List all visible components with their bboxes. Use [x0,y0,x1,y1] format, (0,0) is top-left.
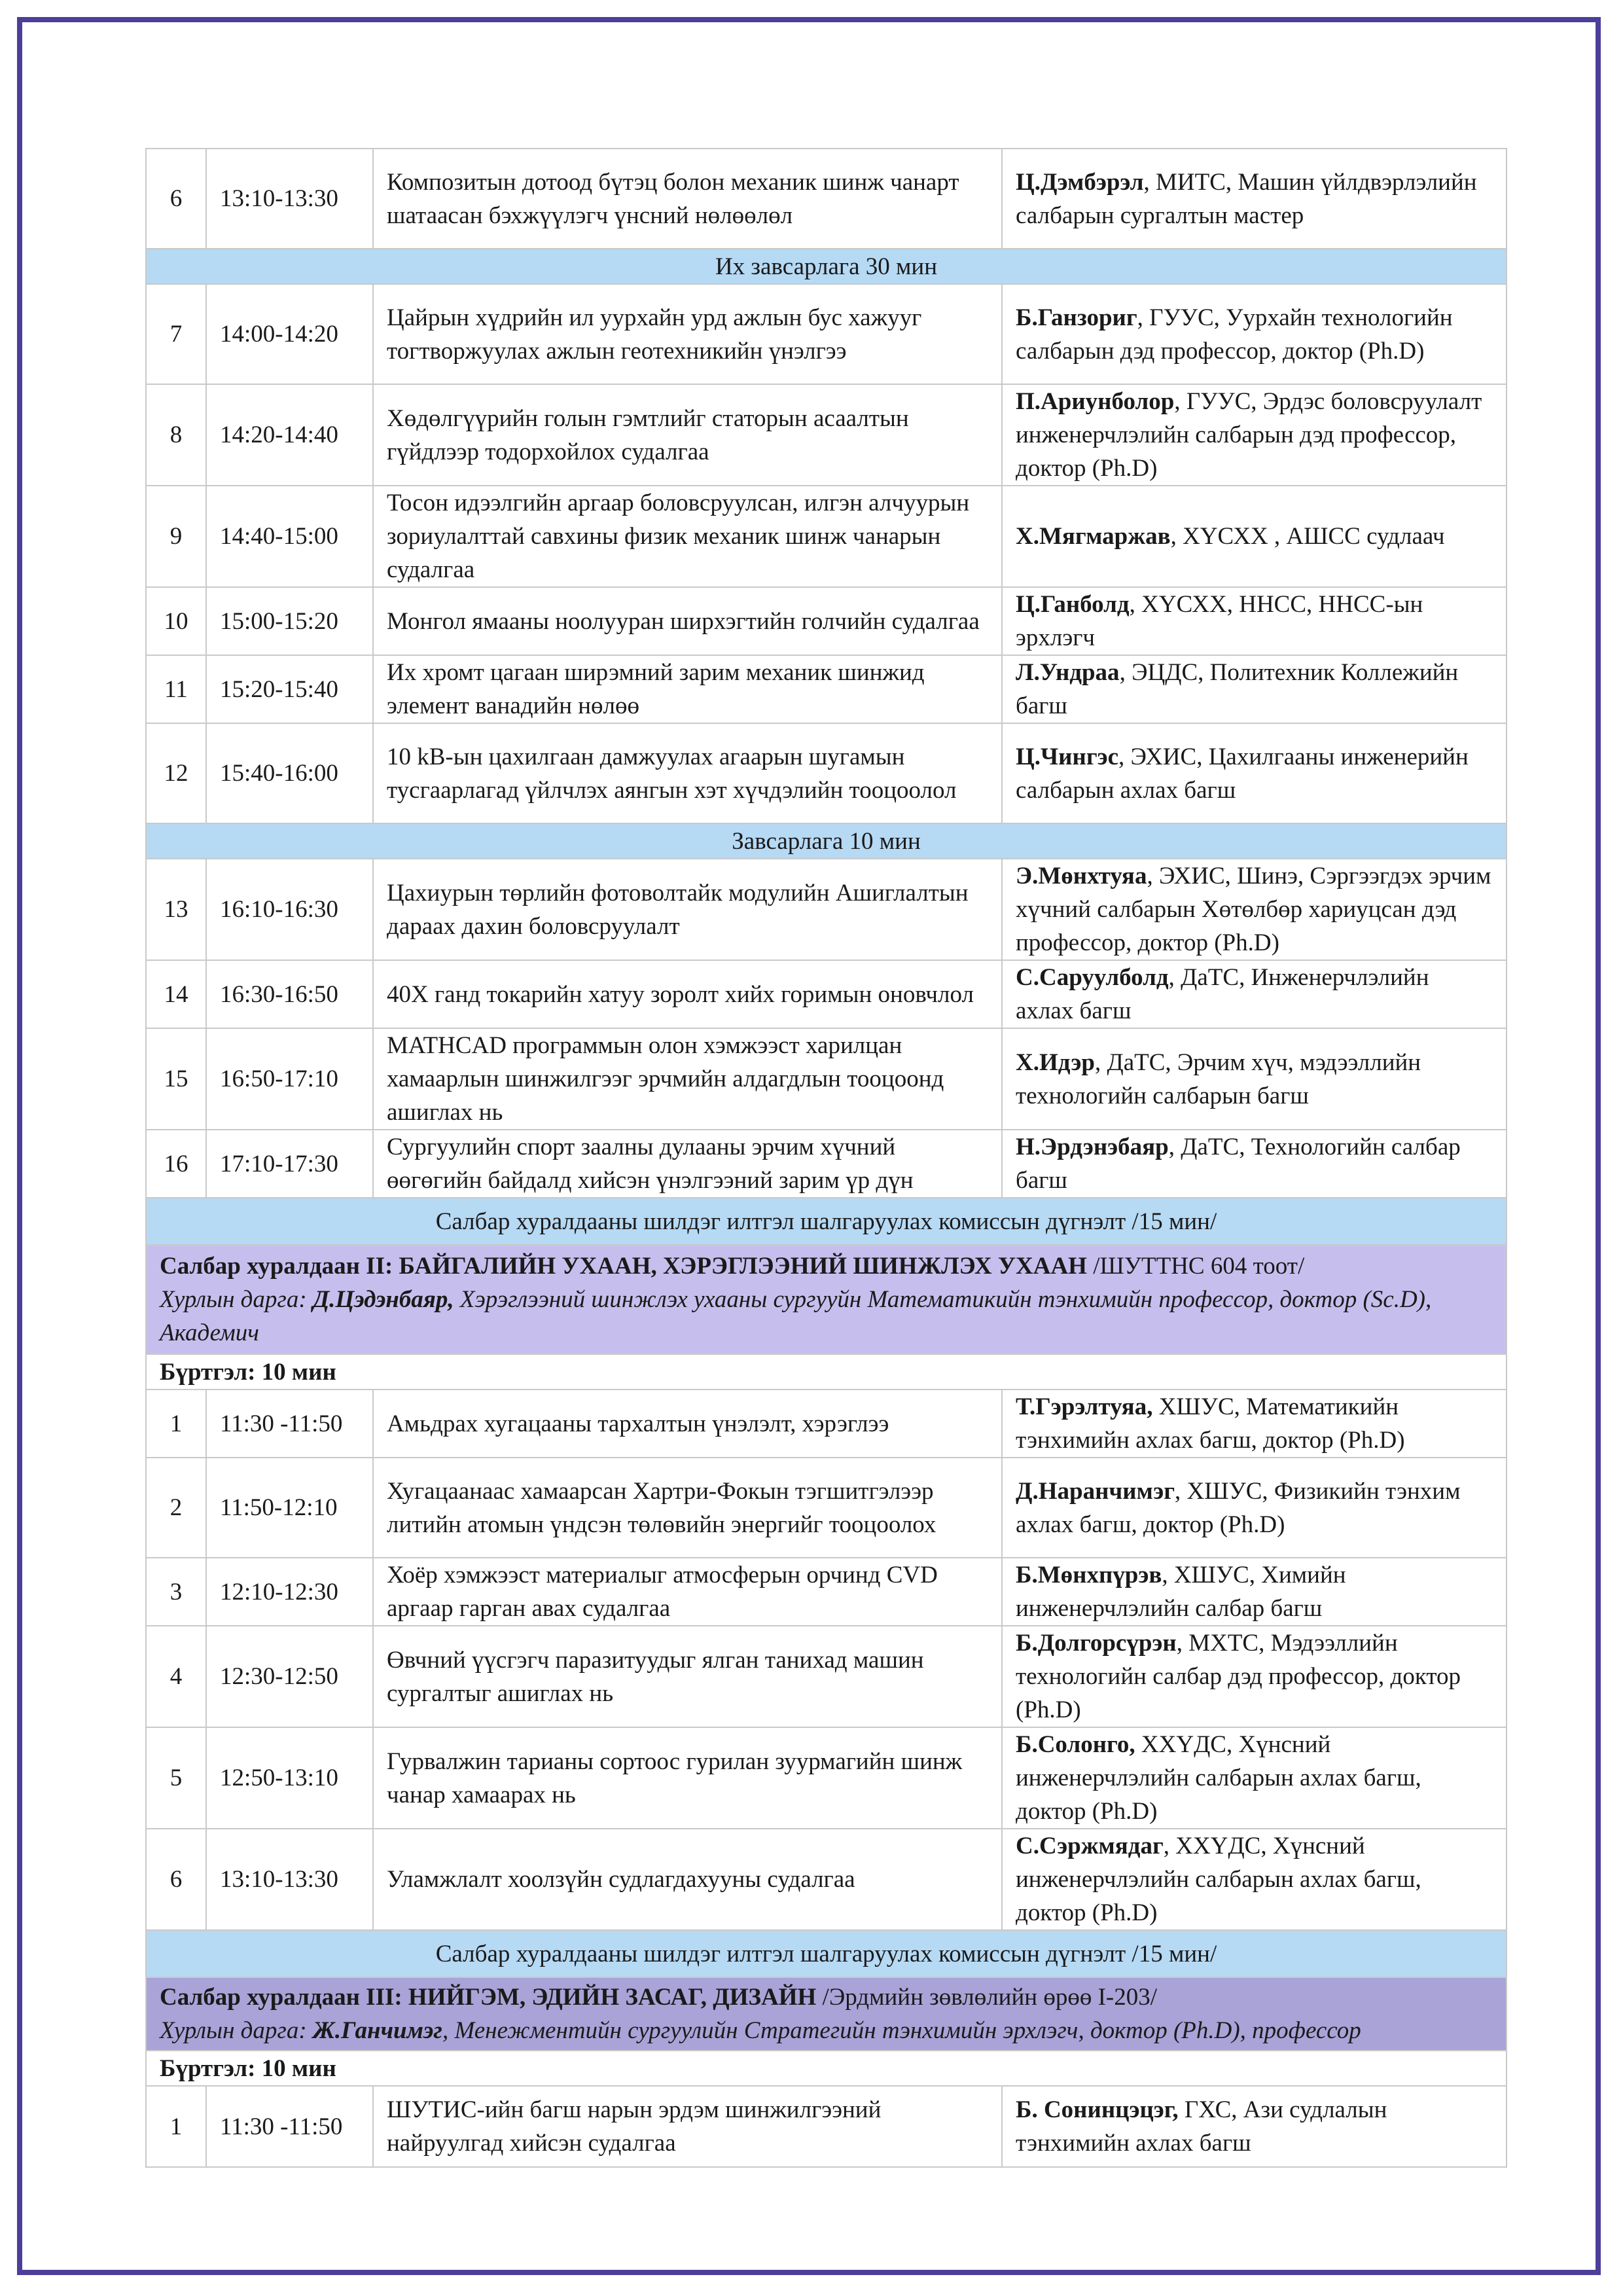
talk-number: 9 [146,486,206,587]
talk-number: 1 [146,2086,206,2167]
talk-title: Композитын дотоод бүтэц болон механик шинж чанарт шатаасан бэхжүүлэгч үнсний нөлөөлөл [373,149,1002,249]
speaker-name: Ц.Дэмбэрэл [1016,168,1144,196]
talk-number: 4 [146,1626,206,1727]
talk-title: Монгол ямааны ноолууран ширхэгтийн голчийн судалгаа [373,587,1002,655]
session-2-header [146,1245,1507,1354]
session-chair [160,1283,1493,1350]
speaker-name: Ц.Чингэс [1016,743,1119,770]
speaker-name: С.Саруулболд [1016,964,1169,991]
break-row-long-text: Их завсарлага 30 мин [146,249,1507,284]
speaker-affiliation: , ЭЦДС, Политехник Коллежийн багш [1016,659,1459,719]
speaker-affiliation: , ХШУС, Физикийн тэнхим ахлах багш, доктор (Ph.D) [1016,1477,1461,1538]
speaker-affiliation: ГХС, Ази судлалын тэнхимийн ахлах багш [1016,2096,1387,2157]
speaker-affiliation: ХШУС, Математикийн тэнхимийн ахлах багш, доктор (Ph.D) [1016,1393,1405,1454]
talk-title: 40Х ганд токарийн хатуу зоролт хийх горимын оновчлол [373,960,1002,1028]
talk-title: Их хромт цагаан ширэмний зарим механик шинжид элемент ванадийн нөлөө [373,655,1002,723]
table-row [146,655,1507,723]
speaker-affiliation: , ЭХИС, Цахилгааны инженерийн салбарын ахлах багш [1016,743,1469,804]
talk-title: 10 kВ-ын цахилгаан дамжуулах агаарын шугамын тусгаарлагад үйлчлэх аянгын хэт хүчдэлийн тооцоолол [373,723,1002,823]
talk-title: Цайрын хүдрийн ил уурхайн урд ажлын бус хажууг тогтворжуулах ажлын геотехникийн үнэлгээ [373,284,1002,384]
talk-number: 11 [146,655,206,723]
talk-title: Өвчний үүсгэгч паразитуудыг ялган танихад машин сургалтыг ашиглах нь [373,1626,1002,1727]
table-row [146,859,1507,960]
speaker-affiliation: , ГУУС, Эрдэс боловсруулалт инженерчлэлийн салбарын дэд профессор, доктор (Ph.D) [1016,388,1482,482]
session-heading [160,1249,1493,1283]
table-row [146,1626,1507,1727]
speaker-name: Т.Гэрэлтуяа, [1016,1393,1153,1420]
speaker-affiliation: , ХҮСХХ, ННСС, ННСС-ын эрхлэгч [1016,591,1423,651]
talk-title: Хоёр хэмжээст материалыг атмосферын орчинд CVD аргаар гарган авах судалгаа [373,1558,1002,1626]
talk-speaker [1002,1727,1507,1829]
talk-speaker [1002,1458,1507,1558]
speaker-name: Л.Ундраа [1016,659,1120,686]
table-row [146,486,1507,587]
session-room: /Эрдмийн зөвлөлийн өрөө I-203/ [816,1984,1158,2011]
talk-time: 11:30 -11:50 [206,1390,373,1458]
talk-title: ШУТИС-ийн багш нарын эрдэм шинжилгээний найруулгад хийсэн судалгаа [373,2086,1002,2167]
chair-label: Хурлын дарга: [160,2017,313,2044]
table-row [146,2086,1507,2167]
registration-row [146,1354,1507,1390]
table-row [146,149,1507,249]
talk-number: 3 [146,1558,206,1626]
talk-number: 12 [146,723,206,823]
table-row [146,384,1507,486]
break-row-short-text: Завсарлага 10 мин [146,823,1507,859]
table-row [146,1028,1507,1130]
speaker-name: Б.Долгорсүрэн [1016,1630,1177,1657]
talk-number: 10 [146,587,206,655]
talk-speaker [1002,1626,1507,1727]
talk-number: 13 [146,859,206,960]
talk-time: 15:00-15:20 [206,587,373,655]
talk-speaker [1002,1028,1507,1130]
talk-time: 17:10-17:30 [206,1130,373,1198]
speaker-name: Х.Идэр [1016,1049,1095,1076]
registration-row [146,2051,1507,2086]
session-3-header [146,1977,1507,2051]
speaker-affiliation: , МИТС, Машин үйлдвэрлэлийн салбарын сургалтын мастер [1016,168,1477,229]
schedule-body [146,149,1507,2167]
talk-title: Цахиурын төрлийн фотоволтайк модулийн Ашиглалтын дараах дахин боловсруулалт [373,859,1002,960]
table-row [146,960,1507,1028]
speaker-name: Б.Ганзориг [1016,304,1137,331]
jury-summary-row [146,1198,1507,1245]
talk-title: Тосон идээлгийн аргаар боловсруулсан, илгэн алчуурын зориулалттай савхины физик механик шинж чанарын судалгаа [373,486,1002,587]
speaker-name: Б.Мөнхпүрэв [1016,1562,1162,1588]
session-title: Салбар хуралдаан III: НИЙГЭМ, ЭДИЙН ЗАСАГ, ДИЗАЙН [160,1984,817,2011]
speaker-name: Б. Сонинцэцэг, [1016,2096,1179,2123]
speaker-affiliation: , ДаТС, Технологийн салбар багш [1016,1134,1461,1194]
talk-time: 14:40-15:00 [206,486,373,587]
session-heading [160,1981,1493,2014]
talk-speaker [1002,284,1507,384]
talk-time: 12:50-13:10 [206,1727,373,1829]
speaker-affiliation: , МХТС, Мэдээллийн технологийн салбар дэд профессор, доктор (Ph.D) [1016,1630,1461,1723]
talk-speaker [1002,2086,1507,2167]
chair-affiliation: , Менежментийн сургуулийн Стратегийн тэнхимийн эрхлэгч, доктор (Ph.D), профессор [442,2017,1361,2044]
talk-speaker [1002,486,1507,587]
talk-speaker [1002,587,1507,655]
talk-time: 15:40-16:00 [206,723,373,823]
talk-time: 12:30-12:50 [206,1626,373,1727]
jury-summary-row [146,1930,1507,1977]
talk-speaker [1002,1130,1507,1198]
speaker-affiliation: , ХШУС, Химийн инженерчлэлийн салбар багш [1016,1562,1346,1622]
talk-time: 16:30-16:50 [206,960,373,1028]
talk-time: 13:10-13:30 [206,149,373,249]
table-row [146,723,1507,823]
talk-number: 15 [146,1028,206,1130]
speaker-name: П.Ариунболор [1016,388,1175,415]
talk-number: 2 [146,1458,206,1558]
speaker-affiliation: , ДаТС, Инженерчлэлийн ахлах багш [1016,964,1429,1024]
talk-title: Амьдрах хугацааны тархалтын үнэлэлт, хэрэглээ [373,1390,1002,1458]
talk-speaker [1002,1829,1507,1930]
talk-speaker [1002,960,1507,1028]
chair-name: Ж.Ганчимэг [312,2017,442,2044]
chair-label: Хурлын дарга: [160,1286,313,1313]
talk-title: Хөдөлгүүрийн голын гэмтлийг статорын асаалтын гүйдлээр тодорхойлох судалгаа [373,384,1002,486]
talk-number: 14 [146,960,206,1028]
break-row-long [146,249,1507,284]
speaker-affiliation: , ДаТС, Эрчим хүч, мэдээллийн технологийн салбарын багш [1016,1049,1421,1109]
session-3-header-cell [146,1977,1507,2051]
chair-name: Д.Цэдэнбаяр, [312,1286,454,1313]
table-row [146,1829,1507,1930]
talk-time: 11:50-12:10 [206,1458,373,1558]
talk-time: 16:50-17:10 [206,1028,373,1130]
talk-title: Уламжлалт хоолзүйн судлагдахууны судалгаа [373,1829,1002,1930]
session-title: Салбар хуралдаан II: БАЙГАЛИЙН УХААН, ХЭРЭГЛЭЭНИЙ ШИНЖЛЭХ УХААН [160,1253,1087,1280]
table-row [146,284,1507,384]
talk-number: 6 [146,149,206,249]
talk-time: 13:10-13:30 [206,1829,373,1930]
talk-speaker [1002,859,1507,960]
talk-number: 16 [146,1130,206,1198]
speaker-name: Б.Солонго, [1016,1731,1135,1758]
speaker-name: Д.Наранчимэг [1016,1477,1175,1505]
talk-number: 7 [146,284,206,384]
break-row-short [146,823,1507,859]
talk-speaker [1002,723,1507,823]
talk-time: 15:20-15:40 [206,655,373,723]
speaker-name: С.Сэржмядаг [1016,1833,1164,1859]
session-room: /ШУТТНС 604 тоот/ [1086,1253,1305,1280]
speaker-name: Х.Мягмаржав [1016,523,1171,550]
talk-number: 5 [146,1727,206,1829]
talk-time: 14:20-14:40 [206,384,373,486]
schedule-table [145,148,1507,2168]
talk-speaker [1002,1558,1507,1626]
talk-speaker [1002,149,1507,249]
talk-title: MATHCAD программын олон хэмжээст харилцан хамаарлын шинжилгээг эрчмийн алдагдлын тооцоонд ашиглах нь [373,1028,1002,1130]
talk-time: 11:30 -11:50 [206,2086,373,2167]
registration-row-text: Бүртгэл: 10 мин [146,2051,1507,2086]
table-row [146,1390,1507,1458]
table-row [146,1458,1507,1558]
speaker-affiliation: ХХҮДС, Хүнсний инженерчлэлийн салбарын ахлах багш, доктор (Ph.D) [1016,1731,1421,1825]
speaker-affiliation: , ЭХИС, Шинэ, Сэргээгдэх эрчим хүчний салбарын Хөтөлбөр хариуцсан дэд профессор, доктор (Ph.D) [1016,863,1491,956]
talk-time: 14:00-14:20 [206,284,373,384]
session-2-header-cell [146,1245,1507,1354]
talk-speaker [1002,655,1507,723]
talk-number: 8 [146,384,206,486]
talk-title: Хугацаанаас хамаарсан Хартри-Фокын тэгшитгэлээр литийн атомын үндсэн төлөвийн энергийг тооцоолох [373,1458,1002,1558]
talk-number: 6 [146,1829,206,1930]
talk-number: 1 [146,1390,206,1458]
jury-summary-row-text: Салбар хуралдааны шилдэг илтгэл шалгаруулах комиссын дүгнэлт /15 мин/ [146,1930,1507,1977]
speaker-affiliation: , ХХҮДС, Хүнсний инженерчлэлийн салбарын ахлах багш, доктор (Ph.D) [1016,1833,1421,1926]
talk-speaker [1002,1390,1507,1458]
jury-summary-row-text: Салбар хуралдааны шилдэг илтгэл шалгаруулах комиссын дүгнэлт /15 мин/ [146,1198,1507,1245]
table-row [146,1558,1507,1626]
speaker-name: Н.Эрдэнэбаяр [1016,1134,1169,1160]
speaker-name: Э.Мөнхтуяа [1016,863,1147,889]
chair-affiliation: Хэрэглээний шинжлэх ухааны сургууйн Математикийн тэнхимийн профессор, доктор (Sc.D), Академич [160,1286,1432,1346]
talk-time: 12:10-12:30 [206,1558,373,1626]
speaker-name: Ц.Ганболд [1016,591,1130,618]
table-row [146,1727,1507,1829]
table-row [146,1130,1507,1198]
speaker-affiliation: , ХҮСХХ , АШСС судлаач [1170,523,1445,550]
talk-title: Сургуулийн спорт заалны дулааны эрчим хүчний өөгөгийн байдалд хийсэн үнэлгээний зарим үр дүн [373,1130,1002,1198]
talk-speaker [1002,384,1507,486]
table-row [146,587,1507,655]
talk-time: 16:10-16:30 [206,859,373,960]
registration-row-text: Бүртгэл: 10 мин [146,1354,1507,1390]
talk-title: Гурвалжин тарианы сортоос гурилан зуурмагийн шинж чанар хамаарах нь [373,1727,1002,1829]
speaker-affiliation: , ГУУС, Уурхайн технологийн салбарын дэд профессор, доктор (Ph.D) [1016,304,1453,365]
session-chair [160,2014,1493,2047]
